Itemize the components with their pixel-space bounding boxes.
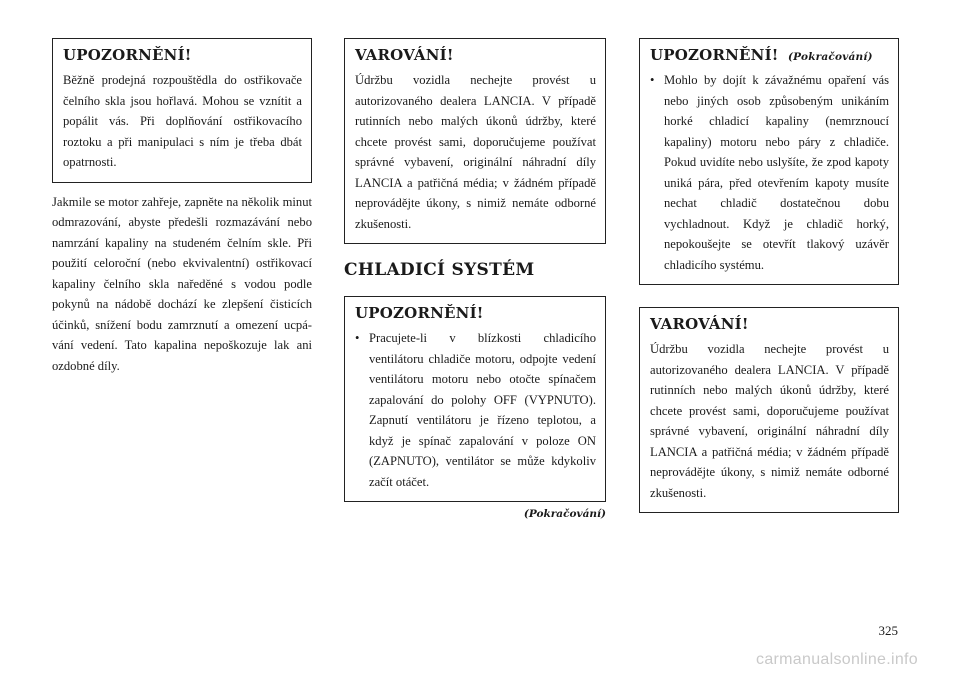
bullet-marker: • bbox=[650, 73, 655, 87]
caution-heading bbox=[650, 46, 889, 64]
caution-heading: UPOZORNĚNÍ! bbox=[63, 46, 192, 64]
caution-bullet-item bbox=[650, 70, 889, 275]
warning-box-maintenance bbox=[344, 38, 606, 244]
middle-column bbox=[344, 38, 606, 520]
continued-label: (Pokračování) bbox=[523, 508, 606, 520]
caution-continued-label: (Pokračování) bbox=[788, 51, 873, 63]
warning-text: Údržbu vozidla nechejte provést u autorizovaného dealera LANCIA. V případě rutinních nebo malých úkonů údržby, které chcete provést sami, doporučujeme používat správné vybavení, originální náhradní díly LANCIA a patřičná média; v žádném případě neprovádějte úkony, s nimiž nemáte odborné zkušenosti. bbox=[355, 73, 596, 231]
caution-text: Běžně prodejná rozpouštědla do ostřikovače čelního skla jsou hořlavá. Mohou se vznítit a popálit vás. Při doplňování ostřikovacího roztoku a při manipulaci s ním je třeba dbát opatrnosti. bbox=[63, 73, 302, 169]
caution-box-solvents bbox=[52, 38, 312, 183]
warning-text: Údržbu vozidla nechejte provést u autorizovaného dealera LANCIA. V případě rutinních nebo malých úkonů údržby, které chcete provést sami, doporučujeme používat správné vybavení, originální náhradní díly LANCIA a patřičná média; v žádném případě neprovádějte úkony, s nimiž nemáte odborné zkušenosti. bbox=[650, 342, 889, 500]
caution-bullet-text: Mohlo by dojít k závažnému opaření vás nebo jiných osob způsobeným unikáním horké chladicí kapaliny (nemrznoucí kapaliny) motoru nebo páry z chladiče. Pokud uvidíte nebo uslyšíte, že zpod kapoty uniká pára, před otevřením kapoty musíte nechat chladič dostatečnou dobu vychladnout. Když je chladič horký, nepokoušejte se otevřít tlakový uzávěr chladicího systému. bbox=[664, 73, 889, 272]
page-number: 325 bbox=[878, 623, 898, 638]
caution-box-scalding bbox=[639, 38, 899, 285]
caution-heading: UPOZORNĚNÍ! bbox=[355, 304, 484, 322]
bullet-marker: • bbox=[355, 331, 360, 345]
caution-heading-text: UPOZORNĚNÍ! bbox=[650, 46, 779, 64]
warning-heading: VAROVÁNÍ! bbox=[355, 46, 454, 64]
watermark: carmanualsonline.info bbox=[756, 651, 918, 668]
caution-box-fan bbox=[344, 296, 606, 502]
defrost-paragraph: Jakmile se motor zahřeje, zapněte na několik minut odmrazování, abyste předešli rozmazávání nebo namrzání kapaliny na studeném čelním skle. Při použití celoroční (nebo ekvivalentní) ostřikovací kapaliny čelního skla naředěné s vodou podle pokynů na nádobě dochází ke zlepšení čisticích účinků, snížení bodu zamrznutí a omezení ucpávání vedení. Tato kapalina nepoškozuje lak ani ozdobné díly. bbox=[52, 194, 312, 373]
warning-box-maintenance-2 bbox=[639, 307, 899, 513]
left-column bbox=[52, 38, 312, 376]
warning-heading: VAROVÁNÍ! bbox=[650, 315, 749, 333]
caution-bullet-item bbox=[355, 328, 596, 492]
section-title-cooling-system: CHLADICÍ SYSTÉM bbox=[344, 260, 535, 280]
caution-bullet-text: Pracujete-li v blízkosti chladicího ventilátoru chladiče motoru, odpojte vedení ventilátoru motoru nebo otočte spínačem zapalování do polohy OFF (VYPNUTO). Zapnutí ventilátoru je řízeno teplotou, a když je spínač zapalování v poloze ON (ZAPNUTO), ventilátor se může kdykoliv začít otáčet. bbox=[369, 331, 596, 489]
right-column bbox=[639, 38, 899, 513]
